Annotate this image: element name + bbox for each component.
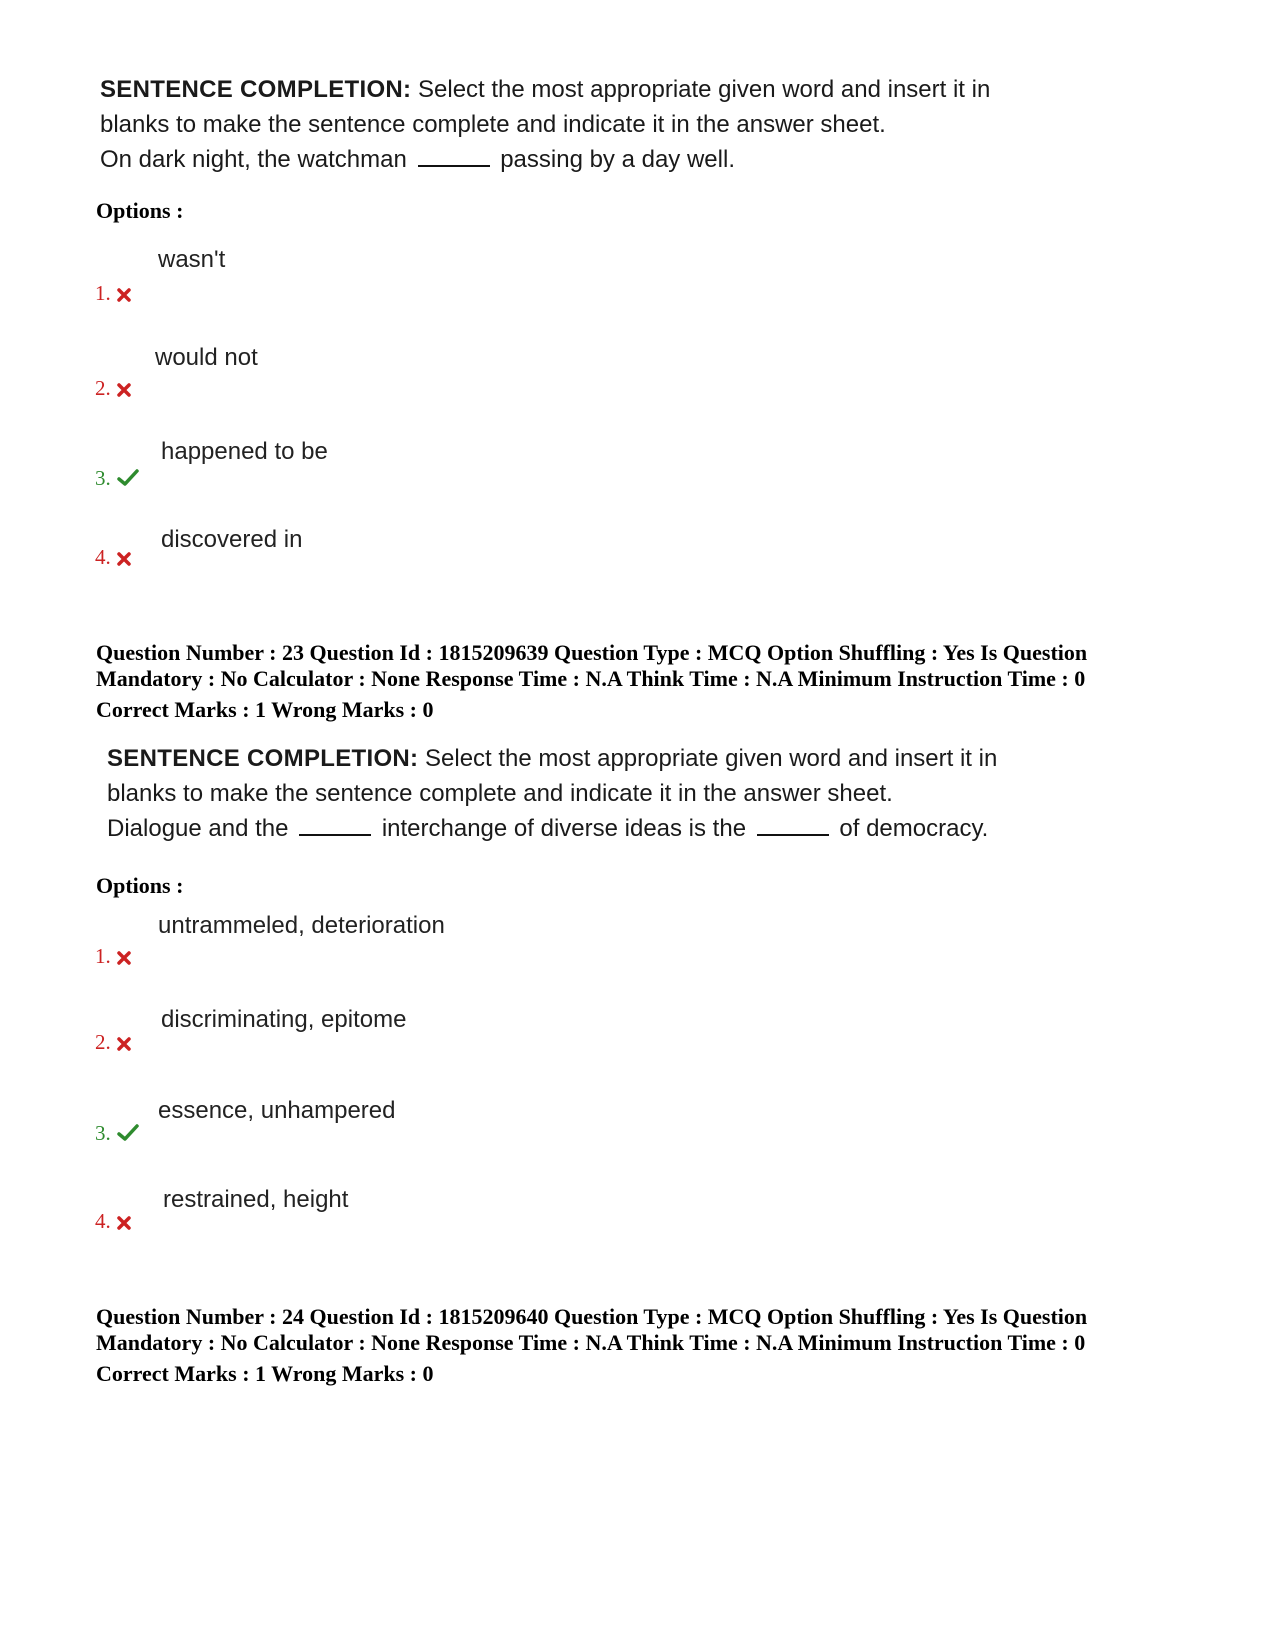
question-22-text bbox=[100, 72, 1160, 177]
options-label: Options : bbox=[96, 873, 184, 898]
sentence-part-3: of democracy. bbox=[839, 815, 989, 842]
meta-line-2: Mandatory : No Calculator : None Response Time : N.A Think Time : N.A Minimum Instruction Time : 0 bbox=[96, 1330, 1086, 1355]
option-number-label: 4. bbox=[95, 1209, 111, 1233]
cross-icon bbox=[117, 1211, 131, 1236]
blank-1 bbox=[418, 145, 490, 167]
meta-line-1: Question Number : 23 Question Id : 1815209639 Question Type : MCQ Option Shuffling : Yes Is Question bbox=[96, 640, 1088, 665]
option-text: discovered in bbox=[161, 526, 303, 553]
question-23-meta bbox=[96, 640, 1186, 723]
cross-icon bbox=[117, 1032, 131, 1057]
checkmark-icon bbox=[117, 1123, 139, 1148]
instruction-text: Select the most appropriate given word and insert it in bbox=[418, 745, 998, 772]
option-number-label: 1. bbox=[95, 944, 111, 968]
sentence-part-2: interchange of diverse ideas is the bbox=[381, 815, 747, 842]
meta-line-2: Mandatory : No Calculator : None Response Time : N.A Think Time : N.A Minimum Instruction Time : 0 bbox=[96, 666, 1086, 691]
option-number-label: 2. bbox=[95, 1030, 111, 1054]
option-text: happened to be bbox=[161, 438, 328, 465]
option-number bbox=[95, 1121, 139, 1148]
question-23-line-3 bbox=[107, 811, 1167, 846]
instruction-text: Select the most appropriate given word and insert it in bbox=[411, 76, 991, 103]
option-number bbox=[95, 466, 139, 493]
options-label: Options : bbox=[96, 198, 184, 223]
blank-2 bbox=[757, 814, 829, 836]
option-text: wasn't bbox=[158, 246, 226, 273]
question-24-meta bbox=[96, 1304, 1186, 1387]
option-number-label: 3. bbox=[95, 466, 111, 490]
meta-line-3: Correct Marks : 1 Wrong Marks : 0 bbox=[96, 1361, 434, 1386]
sentence-completion-heading: SENTENCE COMPLETION: bbox=[100, 76, 412, 103]
question-23-text bbox=[107, 741, 1167, 846]
cross-icon bbox=[117, 378, 131, 403]
checkmark-icon bbox=[117, 468, 139, 493]
meta-line-1: Question Number : 24 Question Id : 1815209640 Question Type : MCQ Option Shuffling : Yes Is Question bbox=[96, 1304, 1088, 1329]
sentence-completion-heading: SENTENCE COMPLETION: bbox=[107, 745, 419, 772]
option-number bbox=[95, 281, 131, 308]
option-number bbox=[95, 376, 131, 403]
option-number bbox=[95, 944, 131, 971]
meta-line-3: Correct Marks : 1 Wrong Marks : 0 bbox=[96, 697, 434, 722]
option-number-label: 2. bbox=[95, 376, 111, 400]
question-22-line-1 bbox=[100, 72, 1160, 107]
sentence-part-1: Dialogue and the bbox=[107, 815, 289, 842]
cross-icon bbox=[117, 547, 131, 572]
sentence-part-2: passing by a day well. bbox=[500, 146, 735, 173]
option-text: restrained, height bbox=[163, 1186, 349, 1213]
sentence-part-1: On dark night, the watchman bbox=[100, 146, 407, 173]
option-number bbox=[95, 1030, 131, 1057]
cross-icon bbox=[117, 946, 131, 971]
option-text: untrammeled, deterioration bbox=[158, 912, 445, 939]
option-number-label: 4. bbox=[95, 545, 111, 569]
question-23-line-2: blanks to make the sentence complete and indicate it in the answer sheet. bbox=[107, 780, 893, 807]
option-number bbox=[95, 1209, 131, 1236]
option-text: essence, unhampered bbox=[158, 1097, 396, 1124]
option-number bbox=[95, 545, 131, 572]
question-22-line-2: blanks to make the sentence complete and indicate it in the answer sheet. bbox=[100, 111, 886, 138]
option-number-label: 3. bbox=[95, 1121, 111, 1145]
cross-icon bbox=[117, 283, 131, 308]
option-number-label: 1. bbox=[95, 281, 111, 305]
option-text: would not bbox=[155, 344, 258, 371]
blank-1 bbox=[299, 814, 371, 836]
option-text: discriminating, epitome bbox=[161, 1006, 407, 1033]
question-22-line-3 bbox=[100, 142, 1160, 177]
question-23-line-1 bbox=[107, 741, 1167, 776]
